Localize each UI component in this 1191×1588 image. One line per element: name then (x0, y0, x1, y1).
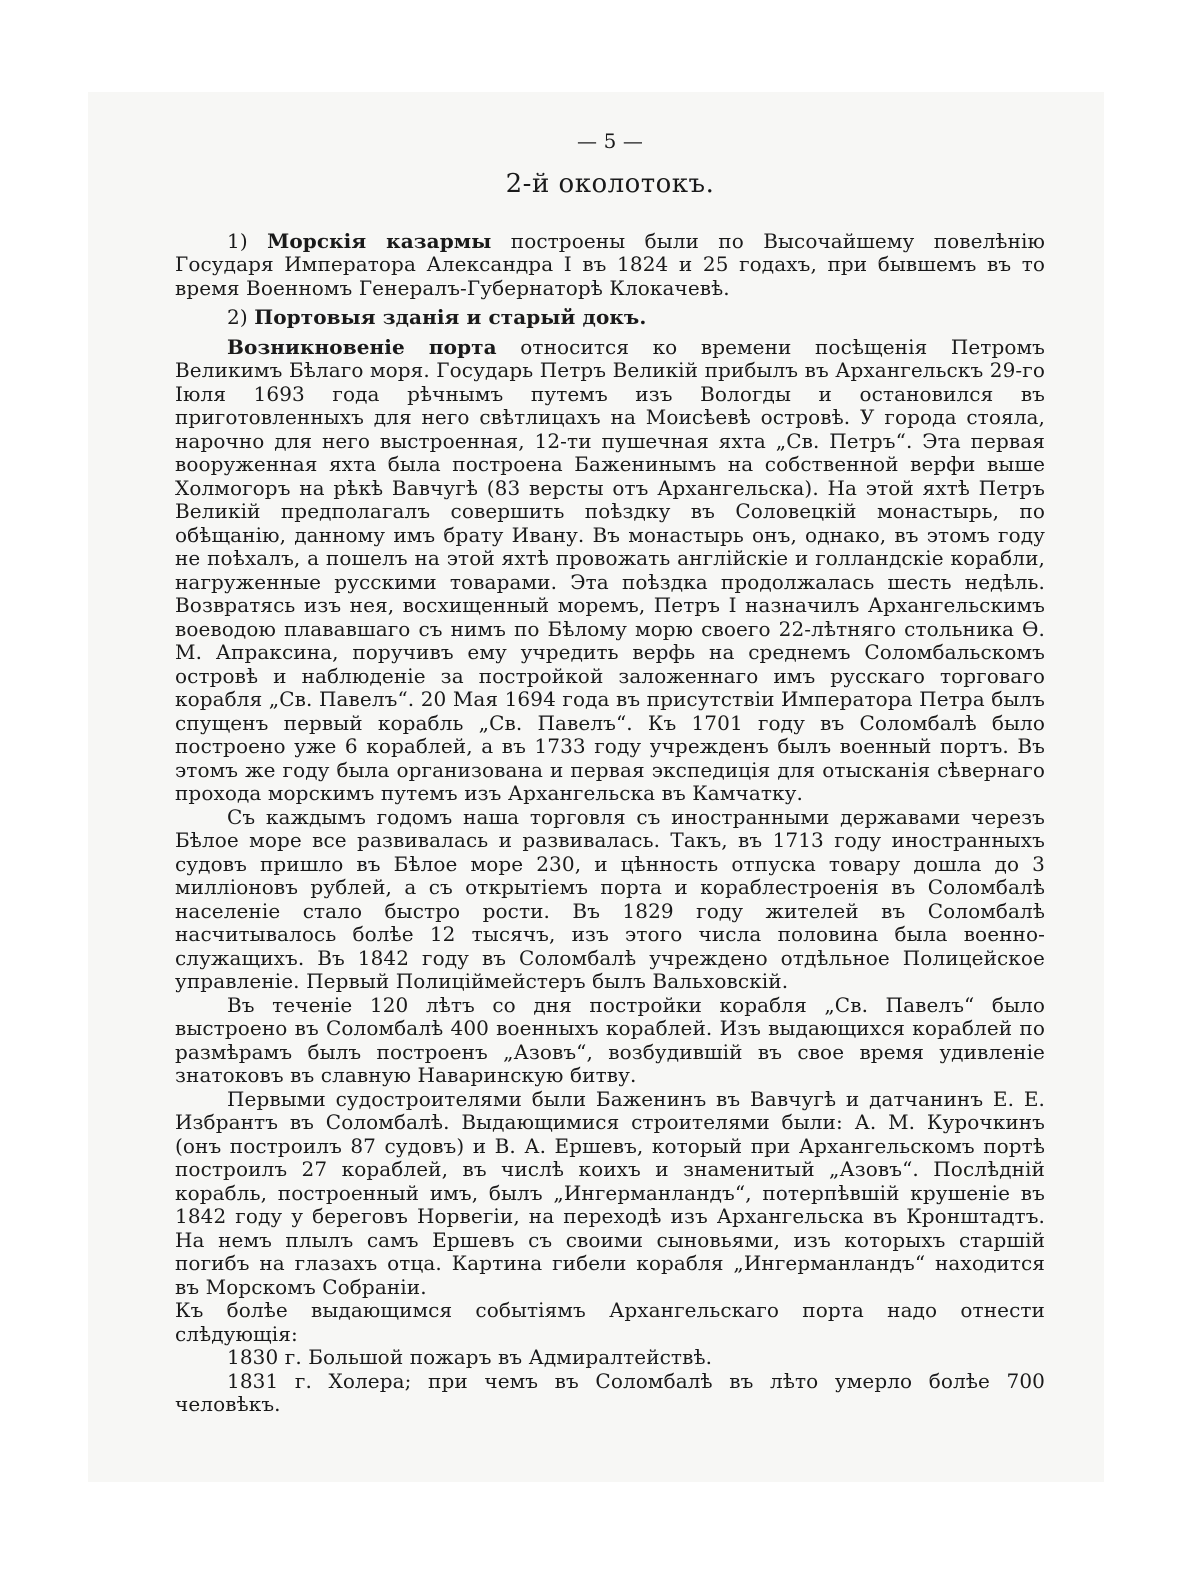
event-1831: 1831 г. Холера; при чемъ въ Соломбалѣ въ лѣто умерло болѣе 700 человѣкъ. (175, 1368, 1045, 1416)
section-1-text: построены были по Высочайшему повелѣнію Государя Императора Александра I въ 1824 и 25 годахъ, при бывшемъ въ то время Военномъ Генералъ-Губернаторѣ Клокачевѣ. (175, 228, 1046, 300)
page-number: — 5 — (577, 129, 643, 153)
section-2-heading-line (175, 306, 1045, 330)
events-intro: Къ болѣе выдающимся событіямъ Архангельскаго порта надо отнести слѣдующія: (175, 1298, 1045, 1346)
document-page (175, 130, 1045, 1417)
trade-paragraph: Съ каждымъ годомъ наша торговля съ иностранными державами черезъ Бѣлое море все развивалась и развивалась. Такъ, въ 1713 году иностранныхъ судовъ пришло въ Бѣлое море 230, и цѣнность отпуска товару дошла до 3 милліоновъ рублей, а съ открытіемъ порта и кораблестроенія въ Соломбалѣ населеніе стало быстро рости. Въ 1829 году жителей въ Соломбалѣ насчитывалось болѣе 12 тысячъ, изъ этого числа половина была военно-служащихъ. Въ 1842 году въ Соломбалѣ учреждено отдѣльное Полицейское управленіе. Первый Полицiймейстеръ былъ Вальховскій. (175, 804, 1045, 993)
ships-paragraph: Въ теченіе 120 лѣтъ со дня постройки корабля „Св. Павелъ“ было выстроено въ Соломбалѣ 400 военныхъ кораблей. Изъ выдающихся кораблей по размѣрамъ былъ построенъ „Азовъ“, возбудившій въ свое время удивленіе знатоковъ въ славную Наваринскую битву. (175, 992, 1045, 1087)
page-title: 2-й околотокъ. (505, 168, 715, 199)
section-2-heading: Портовыя зданія и старый докъ. (254, 305, 647, 329)
event-1830: 1830 г. Большой пожаръ въ Адмиралтействѣ. (227, 1345, 713, 1369)
origin-text: относится ко времени посѣщенія Петромъ Великимъ Бѣлаго моря. Государь Петръ Великій прибылъ въ Архангельскъ 29-го Іюля 1693 года рѣчнымъ путемъ изъ Вологды и остановился въ приготовленныхъ для него свѣтлицахъ на Моисѣевѣ островѣ. У города стояла, нарочно для него выстроенная, 12-ти пушечная яхта „Св. Петръ“. Эта первая вооруженная яхта была построена Баженинымъ на собственной верфи выше Холмогоръ на рѣкѣ Вавчугѣ (83 версты отъ Архангельска). На этой яхтѣ Петръ Великій предполагалъ совершить поѣздку въ Соловецкій монастырь, по обѣщанію, данному имъ брату Ивану. Въ монастырь онъ, однако, въ этомъ году не поѣхалъ, а пошелъ на этой яхтѣ провожать англійскіе и голландскіе корабли, нагруженные русскими товарами. Эта поѣздка продолжалась шесть недѣль. Возвратясь изъ нея, восхищенный моремъ, Петръ I назначилъ Архангельскимъ воеводою плававшаго съ нимъ по Бѣлому морю своего 22-лѣтняго стольника Ѳ. М. Апраксина, поручивъ ему учредить верфь на среднемъ Соломбальскомъ островѣ и наблюденіе за постройкой заложеннаго имъ русскаго торговаго корабля „Св. Павелъ“. 20 Мая 1694 года въ присутствіи Императора Петра былъ спущенъ первый корабль „Св. Павелъ“. Къ 1701 году въ Соломбалѣ было построено уже 6 кораблей, а въ 1733 году учрежденъ былъ военный портъ. Въ этомъ же году была организована и первая экспедиція для отысканія сѣвернаго прохода морскимъ путемъ изъ Архангельска въ Камчатку. (175, 334, 1045, 805)
builders-paragraph: Первыми судостроителями были Баженинъ въ Вавчугѣ и датчанинъ Е. Е. Избрантъ въ Соломбалѣ. Выдающимися строителями были: А. М. Курочкинъ (онъ построилъ 87 судовъ) и В. А. Ершевъ, который при Архангельскомъ портѣ построилъ 27 кораблей, въ числѣ коихъ и знаменитый „Азовъ“. Послѣдній корабль, построенный имъ, былъ „Ингерманландъ“, потерпѣвшій крушеніе въ 1842 году у береговъ Норвегіи, на переходѣ изъ Архангельска въ Кронштадтъ. На немъ плылъ самъ Ершевъ съ своими сыновьями, изъ которыхъ старшій погибъ на глазахъ отца. Картина гибели корабля „Ингерманландъ“ находится въ Морскомъ Собраніи. (175, 1086, 1045, 1299)
section-1-paragraph (175, 230, 1045, 301)
section-1-heading: Морскія казармы (267, 228, 492, 253)
origin-lead: Возникновеніе порта (227, 334, 497, 359)
origin-paragraph (175, 336, 1045, 806)
section-1-number: 1) (227, 228, 248, 253)
section-2-number: 2) (227, 305, 248, 329)
